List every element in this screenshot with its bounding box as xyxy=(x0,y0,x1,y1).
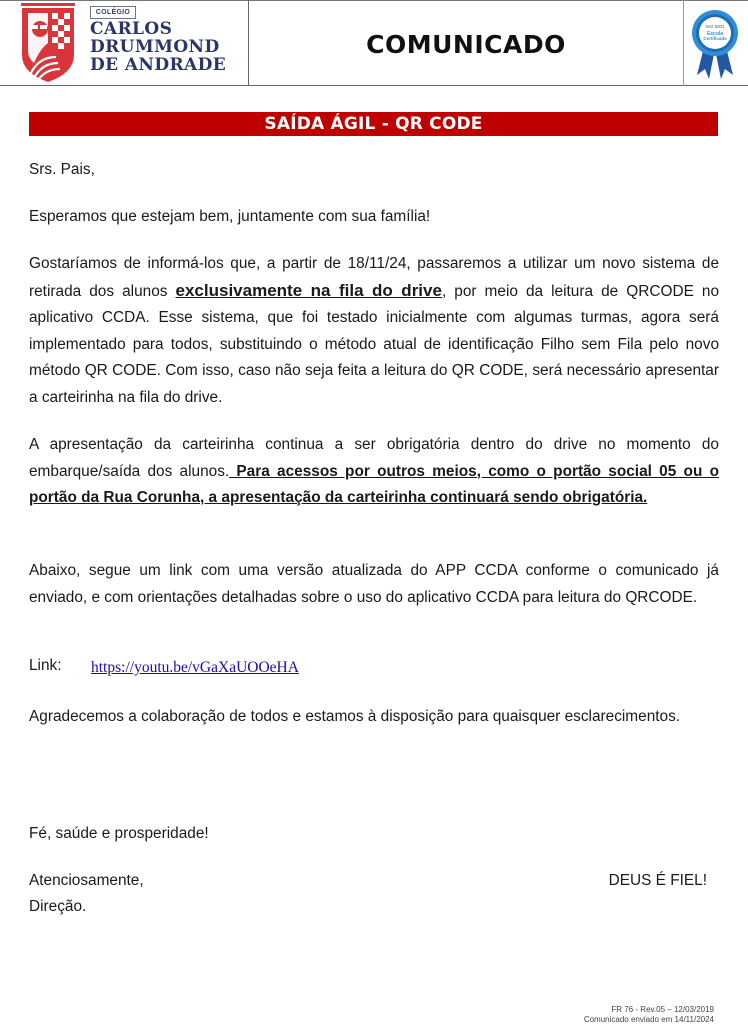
announcement-text-cont: , por meio da leitura de QRCODE no aplicativo CCDA. Esse sistema, que foi testado inicialmente com algumas turmas, agora será implementado para todos, substituindo o método atual de identificação Filho sem Fila pelo novo método QR CODE. Com isso, caso não seja feita a leitura do QR CODE, será necessário apresentar a carteirinha na fila do drive. xyxy=(29,282,719,406)
school-crest-icon xyxy=(20,3,76,83)
colegio-label: COLÉGIO xyxy=(90,6,136,19)
document-footer xyxy=(584,1005,714,1025)
form-code: FR 76 - Rev.05 – 12/03/2019 xyxy=(611,1005,714,1014)
header-border-bottom xyxy=(0,85,748,86)
announcement-text: Gostaríamos de informá-los que, a partir de 18/11/24, passaremos a utilizar um novo sistema de retirada dos alunos xyxy=(29,255,719,300)
subject-banner: SAÍDA ÁGIL - QR CODE xyxy=(29,112,718,136)
certification-ribbon-icon xyxy=(691,9,739,81)
link-label: Link: xyxy=(29,657,62,674)
paragraph-app-link-intro: Abaixo, segue um link com uma versão atualizada do APP CCDA conforme o comunicado já enviado, e com orientações detalhadas sobre o uso do aplicativo CCDA para leitura do QRCODE. xyxy=(29,562,719,606)
header-border-top xyxy=(0,0,748,1)
svg-text:Certificada: Certificada xyxy=(703,36,727,41)
paragraph-announcement xyxy=(29,251,719,411)
school-name-line: DRUMMOND xyxy=(90,37,220,57)
paragraph-id-card xyxy=(29,432,719,512)
right-motto: DEUS É FIEL! xyxy=(608,872,707,889)
announcement-emphasis: exclusivamente na fila do drive xyxy=(175,280,442,300)
greeting: Srs. Pais, xyxy=(29,161,95,178)
document-header xyxy=(0,0,748,86)
school-name xyxy=(90,20,226,74)
document-title: COMUNICADO xyxy=(366,30,566,59)
paragraph-wellwishes: Esperamos que estejam bem, juntamente com sua família! xyxy=(29,208,431,225)
sign-off: Atenciosamente, xyxy=(29,872,144,889)
paragraph-thanks: Agradecemos a colaboração de todos e estamos à disposição para quaisquer esclarecimentos. xyxy=(29,708,681,725)
closing-motto: Fé, saúde e prosperidade! xyxy=(29,825,209,842)
video-link[interactable]: https://youtu.be/vGaXaUOOeHA xyxy=(91,659,299,676)
id-card-emphasis: Para acessos por outros meios, como o portão social 05 ou o portão da Rua Corunha, a apresentação da carteirinha continuará sendo obrigatória. xyxy=(29,462,719,506)
school-name-line: CARLOS xyxy=(90,19,173,39)
svg-text:ISO 9001: ISO 9001 xyxy=(705,24,725,29)
signature: Direção. xyxy=(29,898,87,915)
sent-date: Comunicado enviado em 14/11/2024 xyxy=(583,1015,714,1024)
header-divider xyxy=(683,0,684,86)
svg-text:Escola: Escola xyxy=(706,31,724,37)
id-card-text: A apresentação da carteirinha continua a ser obrigatória dentro do drive no momento do embarque/saída dos alunos. xyxy=(29,436,719,480)
school-name-line: DE ANDRADE xyxy=(90,55,227,75)
